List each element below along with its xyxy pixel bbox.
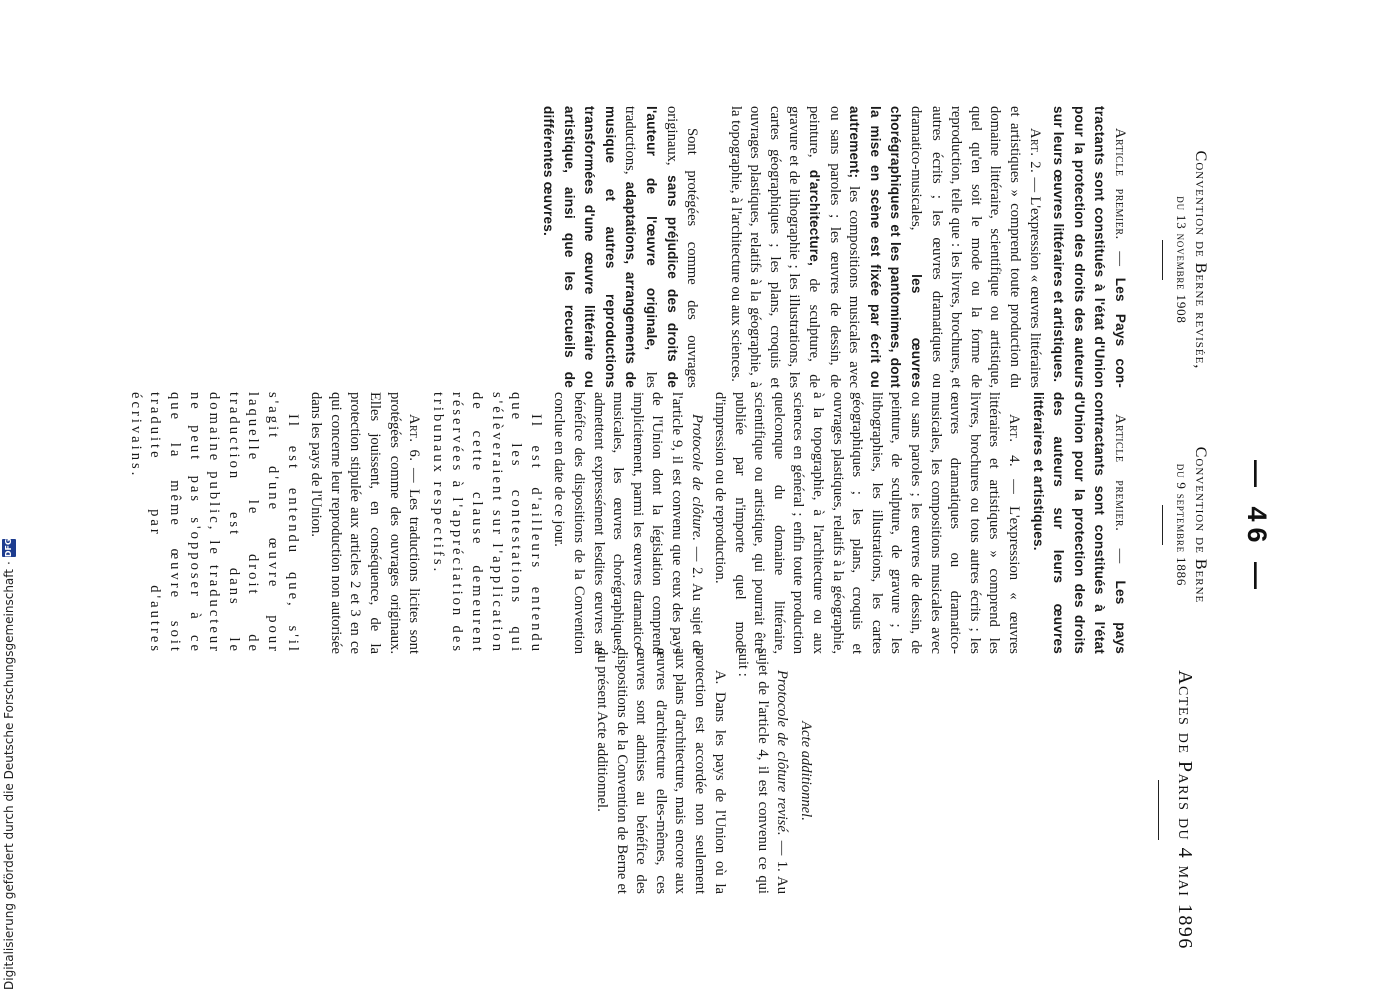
heading-1908-line1: Convention de Berne revisée, bbox=[1192, 150, 1209, 370]
protocole-2b-1886: Il est d'ailleurs entendu que les contestations qui s'élèveraient sur l'application de cette clause demeurent réservées à l'appréciation des tribunaux respectifs. bbox=[429, 392, 544, 654]
article-1-1886-label: Article premier. bbox=[1112, 414, 1128, 532]
heading-1908-line2: du 13 novembre 1908 bbox=[1174, 196, 1189, 324]
text-column-1896 bbox=[591, 648, 815, 894]
footer-text: Digitalisierung gefördert durch die Deutsche Forschungsgemeinschaft bbox=[2, 568, 16, 990]
heading-1908-rule bbox=[1162, 240, 1163, 280]
running-head bbox=[1158, 640, 1196, 980]
text-column-1908 bbox=[537, 106, 1130, 388]
protocole-2-1886: Protocole de clôture. — 2. Au sujet de l'article 9, il est convenu que ceux des pays de l'Union dont la législation comprend implicitement, parmi les œuvres dramatico-musicales, les œuvres chorégraphiques, admettent expressément lesdites œuvres au bénéfice des dispositions de la Convention conclue en date de ce jour. bbox=[551, 392, 705, 654]
heading-1886-line1: Convention de Berne bbox=[1192, 446, 1209, 604]
article-1-1886-text: Les pays contractants sont constitués à l'état d'Union pour la protection des droits des auteurs sur leurs œuvres littéraires et artistiques. bbox=[1030, 392, 1128, 654]
running-head-title: Actes de Paris du 4 mai 1896 bbox=[1174, 670, 1196, 950]
heading-1886 bbox=[1162, 400, 1210, 650]
heading-1886-line2: du 9 septembre 1886 bbox=[1174, 463, 1189, 587]
article-1-1886: Article premier. — Les pays contractants sont constitués à l'état d'Union pour la protection des droits des auteurs sur leurs œuvres littéraires et artistiques. bbox=[1030, 392, 1128, 654]
acte-additionnel-title: Acte additionnel. bbox=[798, 721, 814, 821]
article-1-1908: Article premier. — Les Pays con-tractants sont constitués à l'état d'Union pour la protection des droits des auteurs sur leurs œuvres littéraires et artistiques. bbox=[1051, 106, 1128, 388]
protocole-label: Protocole de clôture. bbox=[688, 414, 705, 541]
article-2-1908: Art. 2. — L'expression « œuvres littéraires et artistiques » comprend toute production du domaine littéraire, scientifique ou artistique, quel qu'en soit le mode ou la forme de reproduction, telle que : les livres, brochures, et autres écrits ; les œuvres dramatiques ou dramatico-musicales, les œuvres chorégraphiques et les pantomimes, dont la mise en scène est fixée par écrit ou autrement; les compositions musicales avec ou sans paroles ; les œuvres de dessin, de peinture, d'architecture, de sculpture, de gravure et de lithographie ; les illustrations, les cartes géographiques ; les plans, croquis et ouvrages plastiques, relatifs à la géographie, à la topographie, à l'architecture ou aux sciences. bbox=[727, 106, 1043, 388]
dfg-logo-icon: DFG bbox=[2, 539, 16, 557]
article-4-1886: Art. 4. — L'expression « œuvres littéraires et artistiques » comprend les livres, brochures ou tous autres écrits ; les œuvres dramatiques ou dramatico-musicales, les compositions musicales avec ou sans paroles ; les œuvres de dessin, de peinture, de sculpture, de gravure ; les lithographies, les illustrations, les cartes géographiques ; les plans, croquis et ouvrages plastiques, relatifs à la géographie, à la topographie, à l'architecture ou aux sciences en général ; enfin toute production quelconque du domaine littéraire, scientifique ou artistique, qui pourrait être publiée par n'importe quel mode d'impression ou de reproduction. bbox=[712, 392, 1023, 654]
article-1-label: Article premier. bbox=[1112, 128, 1128, 240]
running-head-rule bbox=[1158, 780, 1159, 840]
article-6-1886: Art. 6. — Les traductions licites sont protégées comme des ouvrages originaux. Elles jouissent, en conséquence, de la protection stipulée aux articles 2 et 3 en ce qui concerne leur reproduction non autorisée dans les pays de l'Union. bbox=[308, 392, 423, 655]
text-column-1886 bbox=[125, 392, 1130, 654]
article-6b-1886: Il est entendu que, s'il s'agit d'une œuvre pour laquelle le droit de traduction est dans le domaine public, le traducteur ne peut pas s'opposer à ce que la même œuvre soit traduite par d'autres écrivains. bbox=[127, 392, 301, 654]
protocole-revise-label: Protocole de clôture revisé. bbox=[774, 670, 791, 836]
article-1-text: Les Pays con-tractants sont constitués à l'état d'Union pour la protection des droits des auteurs sur leurs œuvres littéraires et artistiques. bbox=[1051, 106, 1128, 388]
article-6-label: Art. 6. bbox=[406, 414, 423, 462]
heading-1886-rule bbox=[1162, 505, 1163, 545]
protocole-1-1896: Protocole de clôture revisé. — 1. Au sujet de l'article 4, il est convenu ce qui suit : bbox=[735, 648, 791, 894]
article-2b-1908: Sont protégées comme des ouvrages originaux, sans préjudice des droits de l'auteur de l'œuvre originale, les traductions, adaptations, arrangements de musique et autres reproductions transformées d'une œuvre littéraire ou artistique, ainsi que les recueils de différentes œuvres. bbox=[540, 106, 701, 388]
article-2-label: Art. 2. bbox=[1026, 128, 1043, 174]
page-number: — 46 — bbox=[1242, 460, 1272, 596]
digitization-footer: Digitalisierung gefördert durch die Deutsche Forschungsgemeinschaft · DFG bbox=[2, 538, 16, 990]
heading-1908 bbox=[1162, 120, 1210, 400]
article-4-label: Art. 4. bbox=[1006, 414, 1023, 468]
item-a-1896: A. Dans les pays de l'Union où la protection est accordée non seulement aux plans d'architecture, mais encore aux œuvres d'architecture elles-mêmes, ces œuvres sont admises au bénéfice des dispositions de la Convention de Berne et du présent Acte additionnel. bbox=[594, 648, 728, 894]
